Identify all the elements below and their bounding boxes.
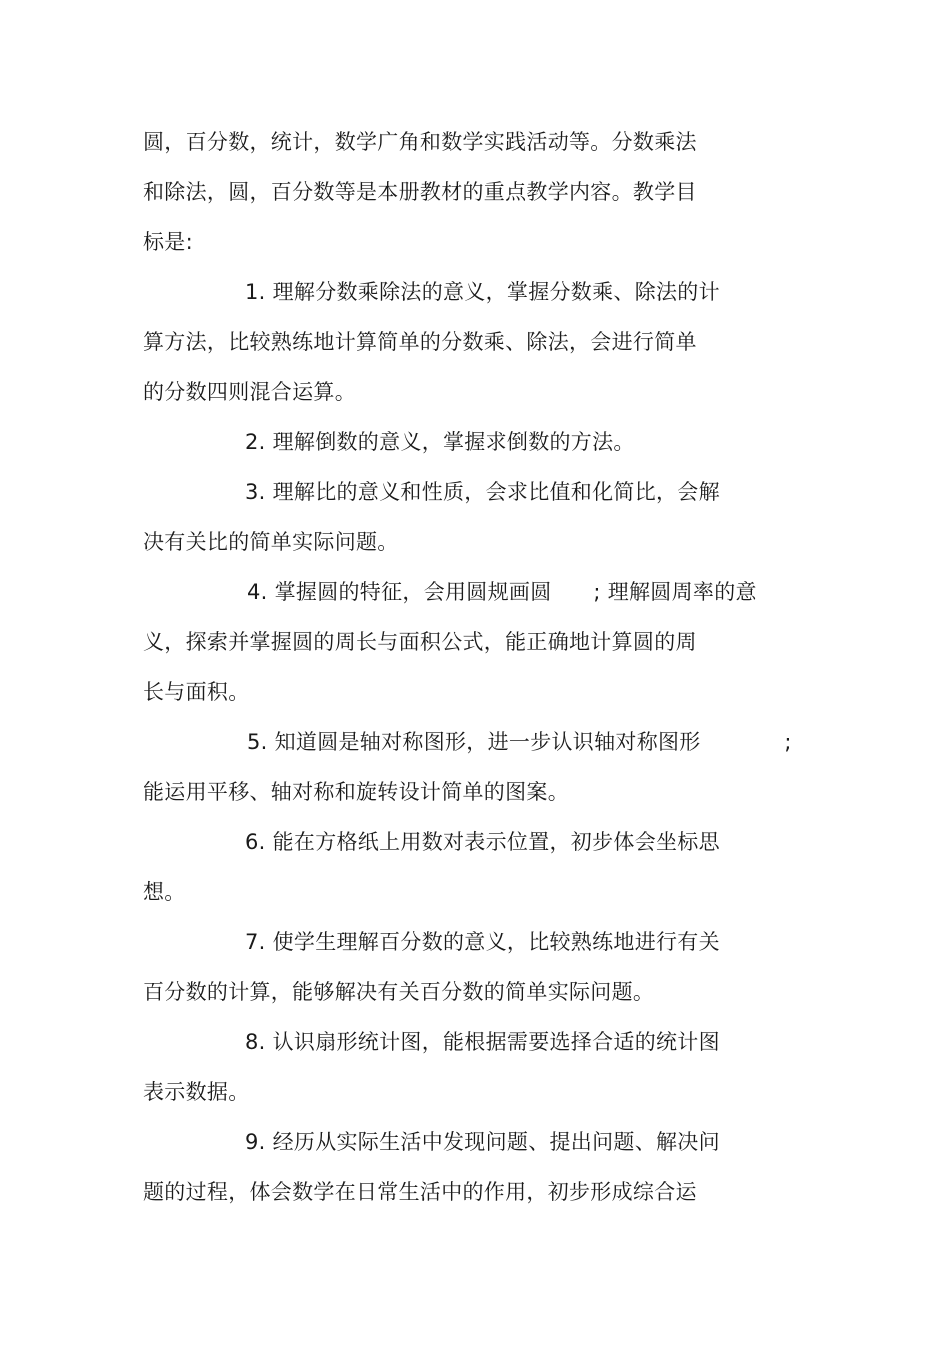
goal-4-line-3: 长与面积。: [143, 680, 250, 704]
goal-2-line-1: 2. 理解倒数的意义，掌握求倒数的方法。: [245, 430, 635, 454]
intro-line-1: 圆，百分数，统计，数学广角和数学实践活动等。分数乘法: [143, 130, 697, 154]
goal-1-line-2: 算方法，比较熟练地计算简单的分数乘、除法，会进行简单: [143, 330, 697, 354]
goal-3-line-1: 3. 理解比的意义和性质，会求比值和化简比，会解: [245, 480, 720, 504]
goal-8-line-2: 表示数据。: [143, 1080, 250, 1104]
goal-9-line-2: 题的过程，体会数学在日常生活中的作用，初步形成综合运: [143, 1180, 697, 1204]
goal-9-line-1: 9. 经历从实际生活中发现问题、提出问题、解决问: [245, 1130, 720, 1154]
goal-8-line-1: 8. 认识扇形统计图，能根据需要选择合适的统计图: [245, 1030, 720, 1054]
goal-4-line-1: 4. 掌握圆的特征，会用圆规画圆 ; 理解圆周率的意: [247, 580, 757, 604]
goal-3-line-2: 决有关比的简单实际问题。: [143, 530, 399, 554]
goal-1-line-3: 的分数四则混合运算。: [143, 380, 356, 404]
goal-6-line-2: 想。: [143, 880, 186, 904]
intro-line-2: 和除法，圆，百分数等是本册教材的重点教学内容。教学目: [143, 180, 697, 204]
goal-5-line-2: 能运用平移、轴对称和旋转设计简单的图案。: [143, 780, 569, 804]
goal-7-line-1: 7. 使学生理解百分数的意义，比较熟练地进行有关: [245, 930, 720, 954]
intro-line-3: 标是:: [143, 230, 193, 254]
goal-4-line-2: 义，探索并掌握圆的周长与面积公式，能正确地计算圆的周: [143, 630, 697, 654]
goal-1-line-1: 1. 理解分数乘除法的意义，掌握分数乘、除法的计: [245, 280, 720, 304]
goal-7-line-2: 百分数的计算，能够解决有关百分数的简单实际问题。: [143, 980, 655, 1004]
goal-5-line-1: 5. 知道圆是轴对称图形，进一步认识轴对称图形 ;: [247, 730, 792, 754]
goal-6-line-1: 6. 能在方格纸上用数对表示位置，初步体会坐标思: [245, 830, 720, 854]
